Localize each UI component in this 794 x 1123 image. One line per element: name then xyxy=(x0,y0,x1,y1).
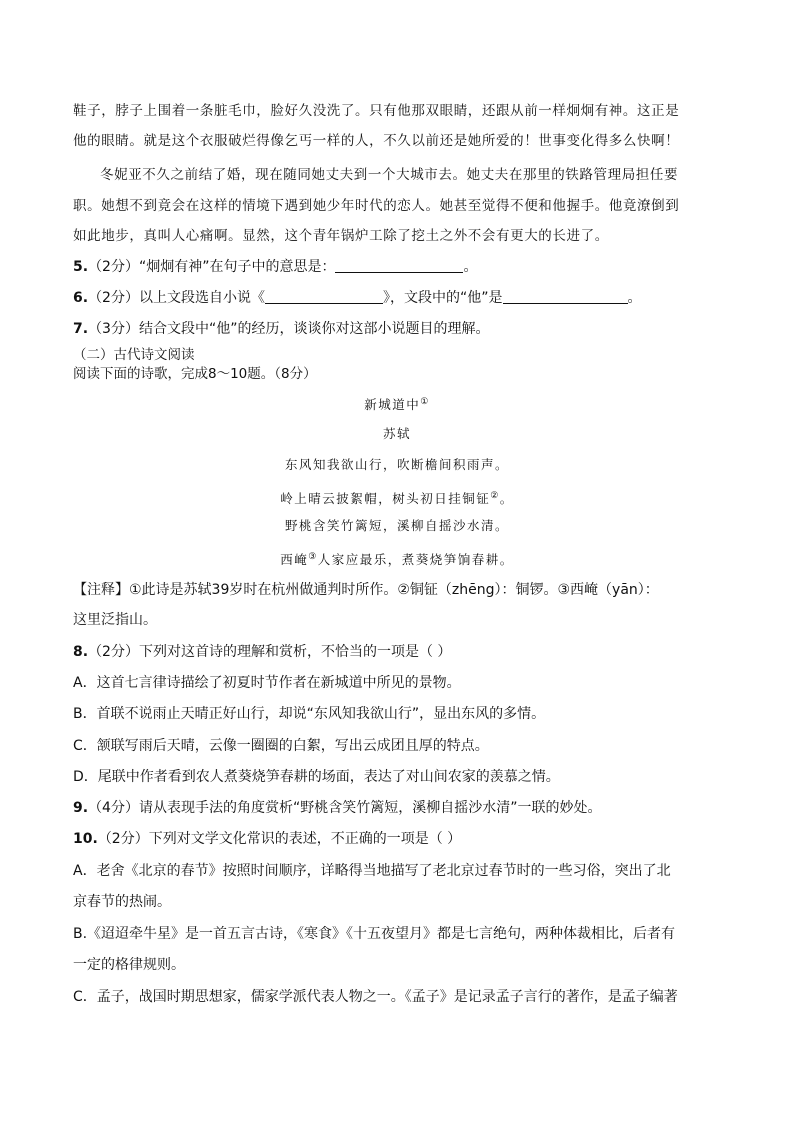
section-instruction: 阅读下面的诗歌，完成8～10题。（8分） xyxy=(73,366,317,382)
question-text: （3分）结合文段中“他”的经历，谈谈你对这部小说题目的理解。 xyxy=(88,321,490,337)
poem-line: 东风知我欲山行，吹断檐间积雨声。 xyxy=(284,457,509,472)
question-end: 。 xyxy=(463,259,478,275)
question-8 xyxy=(73,642,451,662)
answer-blank[interactable] xyxy=(503,288,628,304)
poem-title-text: 新城道中 xyxy=(364,397,421,413)
passage-line: 他的眼睛。就是这个衣服破烂得像乞丐一样的人，不久以前还是她所爱的！世事变化得多么快啊！ xyxy=(73,133,680,149)
poem-author: 苏轼 xyxy=(382,426,411,441)
question-text: （2分）下列对文学文化常识的表述，不正确的一项是（ ） xyxy=(97,831,462,847)
option-a[interactable]: A．这首七言律诗描绘了初夏时节作者在新城道中所见的景物。 xyxy=(73,675,461,691)
question-7 xyxy=(73,319,489,339)
notes xyxy=(73,580,659,600)
notes-continuation: 这里泛指山。 xyxy=(73,612,157,628)
question-text: （4分）请从表现手法的角度赏析“野桃含笑竹篱短，溪柳自摇沙水清”一联的妙处。 xyxy=(88,800,602,816)
footnote-marker: ② xyxy=(490,491,500,501)
question-10 xyxy=(73,829,461,849)
option-d[interactable]: D．尾联中作者看到农人煮葵烧笋春耕的场面，表达了对山间农家的羡慕之情。 xyxy=(73,769,560,785)
footnote-marker: ③ xyxy=(308,552,318,562)
option-b-continuation: 一定的格律规则。 xyxy=(73,957,185,973)
poem-line-text: 西崦 xyxy=(280,552,309,568)
passage-line: 如此地步，真叫人心痛啊。显然，这个青年锅炉工除了挖土之外不会有更大的长进了。 xyxy=(73,228,609,244)
question-6 xyxy=(73,288,642,308)
question-number: 7. xyxy=(73,321,89,337)
question-number: 10. xyxy=(73,831,98,847)
poem-line xyxy=(0,547,794,570)
footnote-marker: ① xyxy=(420,397,430,407)
question-number: 9. xyxy=(73,800,89,816)
question-text: 》，文段中的“他”是 xyxy=(382,290,503,306)
question-number: 5. xyxy=(73,259,89,275)
poem-line: 野桃含笑竹篱短，溪柳自摇沙水清。 xyxy=(284,518,509,533)
question-number: 6. xyxy=(73,290,89,306)
question-text: （2分）“炯炯有神”在句子中的意思是： xyxy=(88,259,336,275)
option-c[interactable]: C．颔联写雨后天晴，云像一圈圈的白絮，写出云成团且厚的特点。 xyxy=(73,738,489,754)
notes-label: 【注释】 xyxy=(73,582,129,598)
poem-line-text: 岭上晴云披絮帽，树头初日挂铜钲 xyxy=(280,491,491,507)
question-number: 8. xyxy=(73,644,89,660)
option-b[interactable]: B．首联不说雨止天晴正好山行，却说“东风知我欲山行”，显出东风的多情。 xyxy=(73,706,546,722)
poem-line xyxy=(0,486,794,509)
notes-text: ①此诗是苏轼39岁时在杭州做通判时所作。②铜钲（zhēng）：铜锣。③西崦（yān）： xyxy=(129,582,659,598)
poem-line-end: 。 xyxy=(499,491,514,507)
answer-blank[interactable] xyxy=(265,288,383,304)
option-a-continuation: 京春节的热闹。 xyxy=(73,894,171,910)
option-b[interactable]: B.《迢迢牵牛星》是一首五言古诗，《寒食》《十五夜望月》都是七言绝句，两种体裁相比，后者有 xyxy=(73,926,676,942)
poem-line-text: 人家应最乐，煮葵烧笋饷春耕。 xyxy=(317,552,514,568)
question-end: 。 xyxy=(627,290,642,306)
question-9 xyxy=(73,798,601,818)
poem-title xyxy=(0,392,794,415)
passage-line: 职。她想不到竟会在这样的情境下遇到她少年时代的恋人。她甚至觉得不便和他握手。他竟潦倒到 xyxy=(73,198,680,214)
question-text: （2分）以上文段选自小说《 xyxy=(88,290,265,306)
question-text: （2分）下列对这首诗的理解和赏析，不恰当的一项是（ ） xyxy=(88,644,452,660)
option-a[interactable]: A．老舍《北京的春节》按照时间顺序，详略得当地描写了老北京过春节时的一些习俗，突出了北 xyxy=(73,863,671,879)
section-title: （二）古代诗文阅读 xyxy=(73,347,195,363)
option-c[interactable]: C．孟子，战国时期思想家，儒家学派代表人物之一。《孟子》是记录孟子言行的著作，是孟子编著 xyxy=(73,989,678,1005)
passage-line: 冬妮亚不久之前结了婚，现在随同她丈夫到一个大城市去。她丈夫在那里的铁路管理局担任要 xyxy=(100,167,679,183)
answer-blank[interactable] xyxy=(335,257,463,273)
passage-line: 鞋子，脖子上围着一条脏毛巾，脸好久没洗了。只有他那双眼睛，还跟从前一样炯炯有神。这正是 xyxy=(73,103,680,119)
question-5 xyxy=(73,257,477,277)
